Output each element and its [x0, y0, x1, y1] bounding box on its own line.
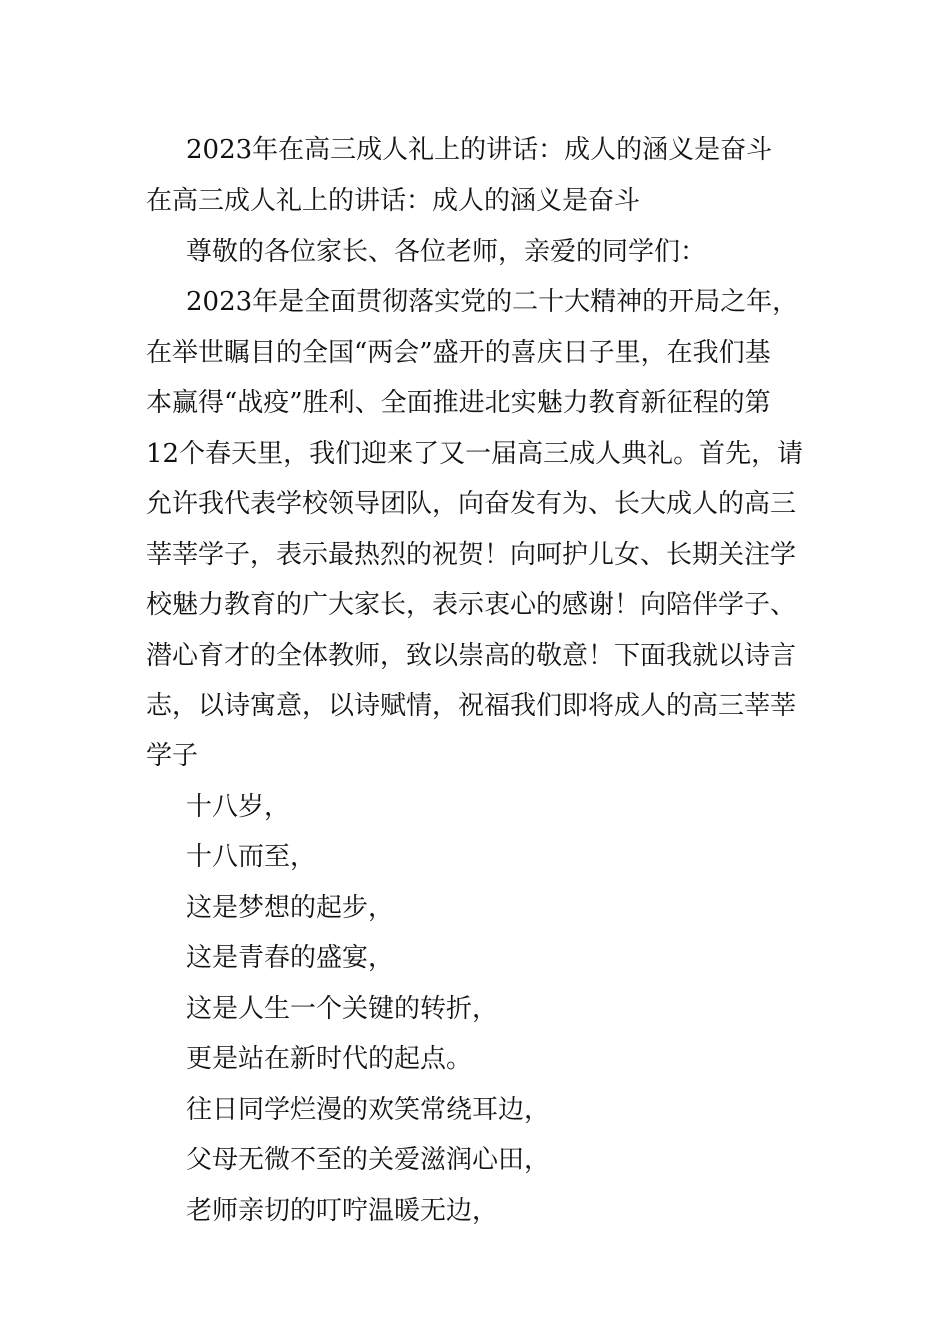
poem-line: 这是梦想的起步，: [186, 893, 395, 923]
paragraph-line: 2023年是全面贯彻落实党的二十大精神的开局之年，: [186, 287, 799, 317]
paragraph-line: 学子: [146, 741, 199, 771]
paragraph-line: 12个春天里，我们迎来了又一届高三成人典礼。首先，请: [146, 439, 804, 469]
poem-line: 十八岁，: [186, 792, 291, 822]
paragraph-line: 志，以诗寓意，以诗赋情，祝福我们即将成人的高三莘莘: [146, 691, 797, 721]
poem-line: 更是站在新时代的起点。: [186, 1044, 473, 1074]
poem-line: 这是人生一个关键的转折，: [186, 994, 499, 1024]
greeting: 尊敬的各位家长、各位老师，亲爱的同学们：: [186, 237, 707, 267]
document-title: 2023年在高三成人礼上的讲话：成人的涵义是奋斗: [186, 135, 773, 165]
poem-line: 这是青春的盛宴，: [186, 943, 395, 973]
poem-line: 十八而至，: [186, 842, 317, 872]
document-subtitle: 在高三成人礼上的讲话：成人的涵义是奋斗: [146, 186, 641, 216]
poem-line: 往日同学烂漫的欢笑常绕耳边，: [186, 1095, 551, 1125]
paragraph-line: 莘莘学子，表示最热烈的祝贺！向呵护儿女、长期关注学: [146, 540, 797, 570]
paragraph-line: 本赢得“战疫”胜利、全面推进北实魅力教育新征程的第: [146, 388, 771, 418]
paragraph-line: 在举世瞩目的全国“两会”盛开的喜庆日子里，在我们基: [146, 338, 771, 368]
paragraph-line: 校魅力教育的广大家长，表示衷心的感谢！向陪伴学子、: [146, 590, 797, 620]
paragraph-line: 潜心育才的全体教师，致以崇高的敬意！下面我就以诗言: [146, 641, 797, 671]
paragraph-line: 允许我代表学校领导团队，向奋发有为、长大成人的高三: [146, 489, 797, 519]
poem-line: 父母无微不至的关爱滋润心田，: [186, 1145, 551, 1175]
poem-line: 老师亲切的叮咛温暖无边，: [186, 1196, 499, 1226]
